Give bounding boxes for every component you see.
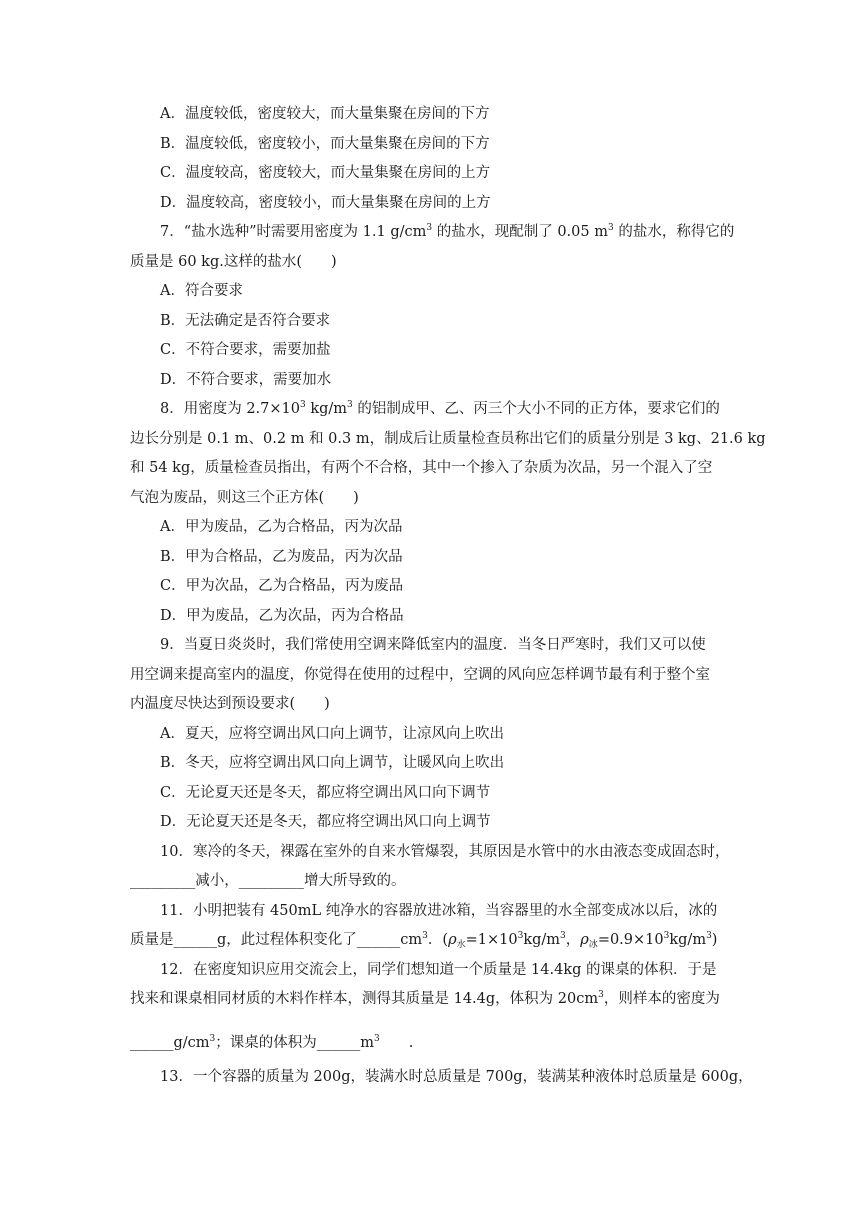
q8-option-b: B．甲为合格品，乙为废品，丙为次品 [160,549,403,565]
q8-stem-line1: 8．用密度为 $2.7\times 10^3$ $kg/m^3$ 的铝制成甲、乙、丙三个大小不同的正方体，要求它们的 [160,400,720,417]
q9-stem-line2: 用空调来提高室内的温度，你觉得在使用的过程中，空调的风向应怎样调节最有利于整个室 [130,667,710,683]
q9-stem-line3: 内温度尽快达到预设要求( ) [130,696,330,712]
q9-option-c: C．无论夏天还是冬天，都应将空调出风口向下调节 [160,785,491,801]
q12-stem-line2: 找来和课桌相同材质的木料作样本，测得其质量是 14.4g，体积为 $20cm^3$，则样本的密度为 [130,990,720,1007]
q12-stem-line3: $\_\_\_\_\_\_g/cm^3$；课桌的体积为$\_\_\_\_\_\_m^3$ . [130,1034,414,1051]
q8-stem-line3: 和 54 kg，质量检查员指出，有两个不合格，其中一个掺入了杂质为次品，另一个混入了空 [130,460,713,476]
q7-option-c: C．不符合要求，需要加盐 [160,342,331,358]
q8-option-c: C．甲为次品，乙为合格品，丙为废品 [160,578,404,594]
q8-option-a: A．甲为废品，乙为合格品，丙为次品 [160,519,403,535]
q10-stem-line2: _________减小，_________增大所导致的。 [130,873,406,889]
q8-stem-line2: 边长分别是 0.1 m、0.2 m 和 0.3 m，制成后让质量检查员称出它们的质量分别是 3 kg、21.6 kg [130,431,766,447]
q9-option-d: D．无论夏天还是冬天，都应将空调出风口向上调节 [160,814,491,830]
q9-stem-line1: 9．当夏日炎炎时，我们常使用空调来降低室内的温度．当冬日严寒时，我们又可以使 [160,637,706,653]
q10-stem-line1: 10．寒冷的冬天，裸露在室外的自来水管爆裂，其原因是水管中的水由液态变成固态时， [160,844,730,860]
q11-stem-line2: 质量是______g，此过程体积变化了$\_\_\_\_\_\_cm^3$．($\rho_水=1\times 10^3kg/m^3$，$\rho_冰=0.9\times 10^3kg/m^3$) [130,931,718,950]
q6-option-a: A．温度较低，密度较大，而大量集聚在房间的下方 [160,106,490,122]
q12-stem-line1: 12．在密度知识应用交流会上，同学们想知道一个质量是 14.4kg 的课桌的体积．于是 [160,962,717,978]
q8-stem-line4: 气泡为废品，则这三个正方体( ) [130,490,359,506]
q13-stem-line1: 13．一个容器的质量为 200g，装满水时总质量是 700g，装满某种液体时总质量是 600g， [160,1069,753,1085]
q9-option-b: B．冬天，应将空调出风口向上调节，让暖风向上吹出 [160,755,505,771]
q9-option-a: A．夏天，应将空调出风口向上调节，让凉风向上吹出 [160,726,504,742]
q7-stem-line1: 7．“盐水选种”时需要用密度为 1.1 $g/cm^3$ 的盐水，现配制了 0.05 $m^3$ 的盐水，称得它的 [160,223,735,240]
q7-option-d: D．不符合要求，需要加水 [160,372,332,388]
q8-option-d: D．甲为废品，乙为次品，丙为合格品 [160,608,404,624]
q7-stem-line2: 质量是 60 kg.这样的盐水( ) [130,254,337,270]
q7-option-a: A．符合要求 [160,283,243,299]
q7-option-b: B．无法确定是否符合要求 [160,313,331,329]
q6-option-d: D．温度较高，密度较小，而大量集聚在房间的上方 [160,195,491,211]
q11-stem-line1: 11．小明把装有 450mL 纯净水的容器放进冰箱，当容器里的水全部变成冰以后，冰的 [160,903,718,919]
q6-option-c: C．温度较高，密度较大，而大量集聚在房间的上方 [160,165,491,181]
q6-option-b: B．温度较低，密度较小，而大量集聚在房间的下方 [160,136,490,152]
